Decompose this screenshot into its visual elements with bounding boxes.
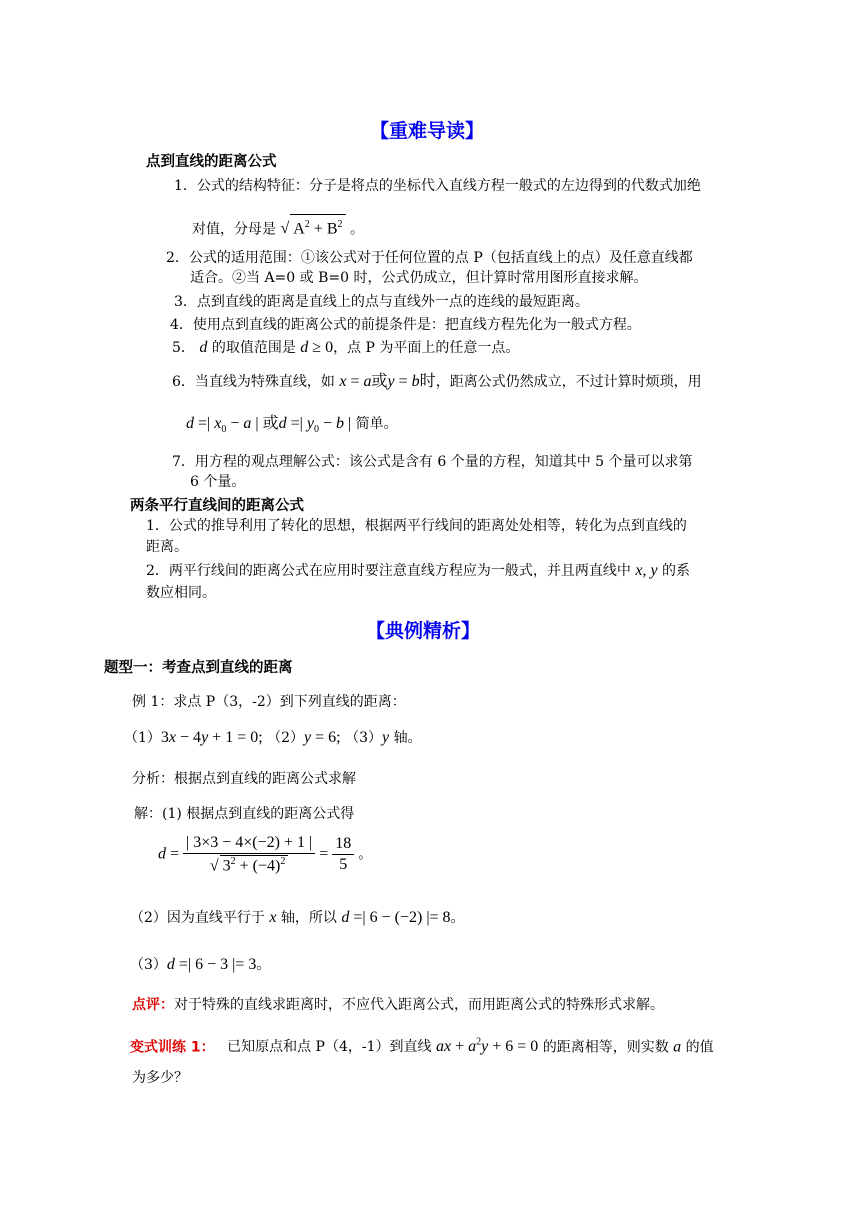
item-1-text: 对值，分母是 (192, 221, 276, 238)
math-x-y: x, y (635, 562, 658, 579)
example-1-statement: 例 1：求点 P（3，-2）到下列直线的距离： (132, 694, 406, 710)
math-line-3x-4y-1: 3x − 4y + 1 = 0; (160, 729, 263, 746)
item-4: 4．使用点到直线的距离公式的前提条件是：把直线方程先化为一般式方程。 (170, 317, 641, 333)
part2-item-2-line-b: 数应相同。 (146, 585, 216, 601)
item-1-tail: 。 (349, 221, 364, 238)
math-line-ax-a2y-6: ax + $a^2y + 6 = 0$ (435, 1037, 539, 1056)
item-6-tail: 距离公式仍然成立，不过计算时烦琐，用 (449, 374, 702, 390)
distance-fraction: $\frac{| 3\times 3 - 4\times(-2) + 1 |}{√ 3^2 + (-4)^2}$ (183, 834, 315, 875)
variant-end: 的值 (685, 1039, 714, 1056)
variant-text: 已知原点和点 P（4，-1）到直线 (227, 1039, 432, 1056)
item-5 (172, 338, 519, 358)
solution-2-prefix: （2）因为直线平行于 (130, 910, 265, 926)
section-heading-key-points: 【重难导读】 (370, 120, 485, 142)
item-6-prefix: 6．当直线为特殊直线，如 (172, 374, 335, 390)
solution-2-mid: 轴，所以 (280, 910, 337, 926)
question-type-1-title: 题型一：考查点到直线的距离 (104, 660, 293, 676)
item-7-line-b: 6 个量。 (190, 474, 246, 490)
comment-label: 点评： (132, 997, 174, 1013)
item-5-tail: ，点 P 为平面上的任意一点。 (333, 340, 520, 356)
math-d: d (199, 339, 208, 356)
solution-3 (130, 955, 270, 975)
item-2-line-a: 2．公式的适用范围：①该公式对于任何位置的点 P（包括直线上的点）及任意直线都 (166, 250, 693, 266)
subsection-title-parallel-lines-distance: 两条平行直线间的距离公式 (130, 498, 304, 514)
part2-item-2-prefix: 2．两平行线间的距离公式在应用时要注意直线方程应为一般式，并且两直线中 (146, 563, 631, 579)
item-6-line-b (186, 414, 398, 440)
item-5-mid: 的取值范围是 (211, 340, 296, 356)
item-5-prefix: 5． (172, 340, 195, 356)
item-6-line-a: 6．当直线为特殊直线，如 x = a或y = b时，距离公式仍然成立，不过计算时烦琐，用 (172, 373, 702, 390)
period: 。 (358, 846, 373, 863)
math-x-eq-a-or-y-eq-b: x = a或y = b时 (339, 373, 436, 390)
example-1-parts (124, 728, 422, 748)
part2-item-1-line-b: 距离。 (146, 539, 188, 555)
math-d-eq-3: d =| 6 − 3 |= 3 (166, 956, 257, 973)
item-2-line-b: 适合。②当 A=0 或 B=0 时，公式仍成立，但计算时常用图形直接求解。 (190, 270, 648, 286)
part-3-tail: 轴。 (393, 730, 422, 746)
part2-item-2-line-a (146, 561, 690, 581)
section-heading-examples: 【典例精析】 (366, 620, 481, 642)
math-d-ge-0: d ≥ 0 (300, 339, 334, 356)
sqrt-a2-b2-formula: √ $A^2 + B^2$ (280, 220, 345, 237)
analysis-text: 分析：根据点到直线的距离公式求解 (132, 771, 356, 787)
variant-label: 变式训练 1： (130, 1039, 215, 1056)
period: 。 (256, 957, 271, 973)
math-x: x (269, 909, 277, 926)
variant-training-1-line-b: 为多少？ (132, 1070, 188, 1086)
variant-tail: 的距离相等，则实数 (542, 1039, 669, 1056)
solution-1-formula: d = $\frac{| 3\times 3 - 4\times(-2) + 1 |}{√ 3^2 + (-4)^2}$ = $\frac{18}{5}$ 。 (158, 834, 373, 875)
part-2-label: （2） (267, 730, 305, 746)
math-a: a (673, 1038, 682, 1056)
comment-text: 对于特殊的直线求距离时，不应代入距离公式，而用距离公式的特殊形式求解。 (174, 997, 664, 1013)
math-y-eq-6: y = 6; (304, 729, 341, 746)
solution-1-intro: 解：(1) 根据点到直线的距离公式得 (134, 806, 355, 822)
item-7-line-a: 7．用方程的观点理解公式：该公式是含有 6 个量的方程，知道其中 5 个量可以求第 (172, 454, 693, 470)
comment (132, 995, 664, 1015)
item-3: 3．点到直线的距离是直线上的点与直线外一点的连线的最短距离。 (174, 294, 589, 310)
part-3-label: （3） (345, 730, 382, 746)
solution-2 (130, 908, 465, 928)
period: 。 (450, 910, 465, 926)
item-1-line-a: 1．公式的结构特征：分子是将点的坐标代入直线方程一般式的左边得到的代数式加绝 (174, 178, 701, 194)
part2-item-2-tail: 的系 (662, 563, 691, 579)
part2-item-1-line-a: 1．公式的推导利用了转化的思想，根据两平行线间的距离处处相等，转化为点到直线的 (146, 518, 687, 534)
solution-3-prefix: （3） (130, 957, 167, 973)
part-1-label: （1） (124, 730, 161, 746)
math-d-eq-8: d =| 6 − (−2) |= 8 (341, 909, 451, 926)
item-1-line-b (192, 214, 364, 239)
variant-training-1-line-a (130, 1033, 714, 1057)
item-6-b-tail: 简单。 (355, 416, 398, 432)
result-fraction: $\frac{18}{5}$ (332, 835, 354, 874)
math-y: y (382, 729, 390, 746)
math-special-distance-formulas: d =| $x_0 - a$ | 或d =| $y_0 - b$ | (186, 415, 352, 436)
subsection-title-point-line-distance: 点到直线的距离公式 (146, 154, 277, 170)
